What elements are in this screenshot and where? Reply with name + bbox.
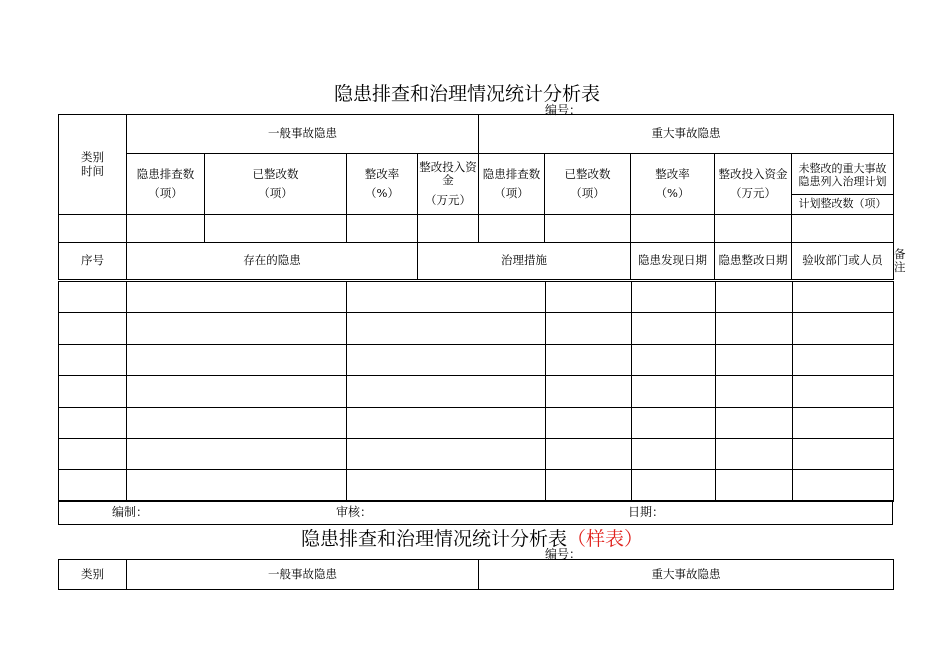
table-cell[interactable] xyxy=(347,313,546,344)
data-cell[interactable] xyxy=(418,215,479,243)
fix-date-header: 隐患整改日期 xyxy=(715,243,792,280)
table-cell[interactable] xyxy=(59,344,127,375)
sample-code-label: 编号： xyxy=(545,547,582,561)
measure-header: 治理措施 xyxy=(418,243,631,280)
category-label: 类别 xyxy=(81,150,104,165)
table-cell[interactable] xyxy=(347,344,546,375)
data-cell[interactable] xyxy=(347,215,418,243)
table-cell[interactable] xyxy=(127,438,347,469)
general-col-0: 隐患排查数 （项） xyxy=(127,154,205,215)
table-cell[interactable] xyxy=(793,438,894,469)
sample-table xyxy=(58,559,894,590)
time-label: 时间 xyxy=(81,163,104,178)
hazard-header: 存在的隐患 xyxy=(127,243,418,280)
data-cell[interactable] xyxy=(59,215,127,243)
major-col-3: 整改投入资金 （万元） xyxy=(715,154,792,215)
data-cell[interactable] xyxy=(127,215,205,243)
table-cell[interactable] xyxy=(347,376,546,407)
table-cell[interactable] xyxy=(793,313,894,344)
summary-data-row xyxy=(59,215,894,243)
table-row xyxy=(59,407,894,438)
table-cell[interactable] xyxy=(59,407,127,438)
table-cell[interactable] xyxy=(716,313,793,344)
code-label: 编号： xyxy=(545,103,582,117)
table-cell[interactable] xyxy=(546,407,632,438)
major-col-1: 已整改数 （项） xyxy=(545,154,631,215)
table-cell[interactable] xyxy=(546,470,632,501)
table-cell[interactable] xyxy=(59,470,127,501)
table-cell[interactable] xyxy=(632,344,716,375)
table-cell[interactable] xyxy=(127,376,347,407)
table-row xyxy=(59,282,894,313)
page-title: 隐患排查和治理情况统计分析表 xyxy=(334,83,601,105)
table-cell[interactable] xyxy=(632,313,716,344)
table-cell[interactable] xyxy=(127,344,347,375)
data-cell[interactable] xyxy=(205,215,347,243)
table-cell[interactable] xyxy=(793,282,894,313)
table-cell[interactable] xyxy=(632,438,716,469)
table-cell[interactable] xyxy=(716,376,793,407)
date-label: 日期： xyxy=(628,504,665,519)
table-cell[interactable] xyxy=(716,438,793,469)
general-col-1: 已整改数 （项） xyxy=(205,154,347,215)
table-cell[interactable] xyxy=(632,407,716,438)
table-cell[interactable] xyxy=(793,344,894,375)
general-hazard-header: 一般事故隐患 xyxy=(127,115,479,154)
data-cell[interactable] xyxy=(631,215,715,243)
detail-header-row: 序号 存在的隐患 治理措施 隐患发现日期 隐患整改日期 验收部门或人员 备注 xyxy=(59,243,894,280)
table-cell[interactable] xyxy=(59,282,127,313)
compiled-label: 编制： xyxy=(112,504,149,519)
table-row xyxy=(59,313,894,344)
table-cell[interactable] xyxy=(127,407,347,438)
major-hazard-header: 重大事故隐患 xyxy=(479,115,894,154)
data-cell[interactable] xyxy=(545,215,631,243)
table-cell[interactable] xyxy=(127,470,347,501)
sample-category-header: 类别 xyxy=(59,560,127,590)
sample-suffix: （样表） xyxy=(567,528,644,550)
general-col-3: 整改投入资金 （万元） xyxy=(418,154,479,215)
found-date-header: 隐患发现日期 xyxy=(631,243,715,280)
acceptor-header: 验收部门或人员 xyxy=(792,243,894,280)
table-cell[interactable] xyxy=(59,438,127,469)
table-row xyxy=(59,376,894,407)
table-cell[interactable] xyxy=(347,407,546,438)
data-cell[interactable] xyxy=(479,215,545,243)
table-cell[interactable] xyxy=(546,438,632,469)
unrectified-plan-header: 未整改的重大事故隐患列入治理计划 xyxy=(792,154,894,195)
statistics-table xyxy=(58,114,906,280)
sample-major-header: 重大事故隐患 xyxy=(479,560,894,590)
data-cell[interactable] xyxy=(715,215,792,243)
table-cell[interactable] xyxy=(632,376,716,407)
table-cell[interactable] xyxy=(546,282,632,313)
footer-table xyxy=(58,500,893,525)
table-cell[interactable] xyxy=(716,282,793,313)
table-cell[interactable] xyxy=(716,470,793,501)
footer-cell xyxy=(59,501,893,525)
table-cell[interactable] xyxy=(793,376,894,407)
table-row xyxy=(59,344,894,375)
table-cell[interactable] xyxy=(347,438,546,469)
review-label: 审核： xyxy=(336,504,373,519)
table-cell[interactable] xyxy=(127,313,347,344)
table-cell[interactable] xyxy=(59,376,127,407)
table-cell[interactable] xyxy=(347,282,546,313)
sample-title: 隐患排查和治理情况统计分析表（样表） xyxy=(301,528,644,550)
table-cell[interactable] xyxy=(632,470,716,501)
table-cell[interactable] xyxy=(793,470,894,501)
table-cell[interactable] xyxy=(632,282,716,313)
table-cell[interactable] xyxy=(546,313,632,344)
table-cell[interactable] xyxy=(793,407,894,438)
data-cell[interactable] xyxy=(792,215,894,243)
table-cell[interactable] xyxy=(59,313,127,344)
table-cell[interactable] xyxy=(716,344,793,375)
detail-table xyxy=(58,281,894,502)
table-row xyxy=(59,438,894,469)
table-cell[interactable] xyxy=(546,376,632,407)
table-cell[interactable] xyxy=(127,282,347,313)
category-time-cell xyxy=(59,115,127,215)
sample-general-header: 一般事故隐患 xyxy=(127,560,479,590)
table-cell[interactable] xyxy=(546,344,632,375)
seq-header: 序号 xyxy=(59,243,127,280)
general-col-2: 整改率 （%） xyxy=(347,154,418,215)
plan-count-header: 计划整改数（项） xyxy=(792,195,894,215)
major-col-0: 隐患排查数 （项） xyxy=(479,154,545,215)
table-row xyxy=(59,470,894,501)
major-col-2: 整改率 （%） xyxy=(631,154,715,215)
table-cell[interactable] xyxy=(347,470,546,501)
table-cell[interactable] xyxy=(716,407,793,438)
